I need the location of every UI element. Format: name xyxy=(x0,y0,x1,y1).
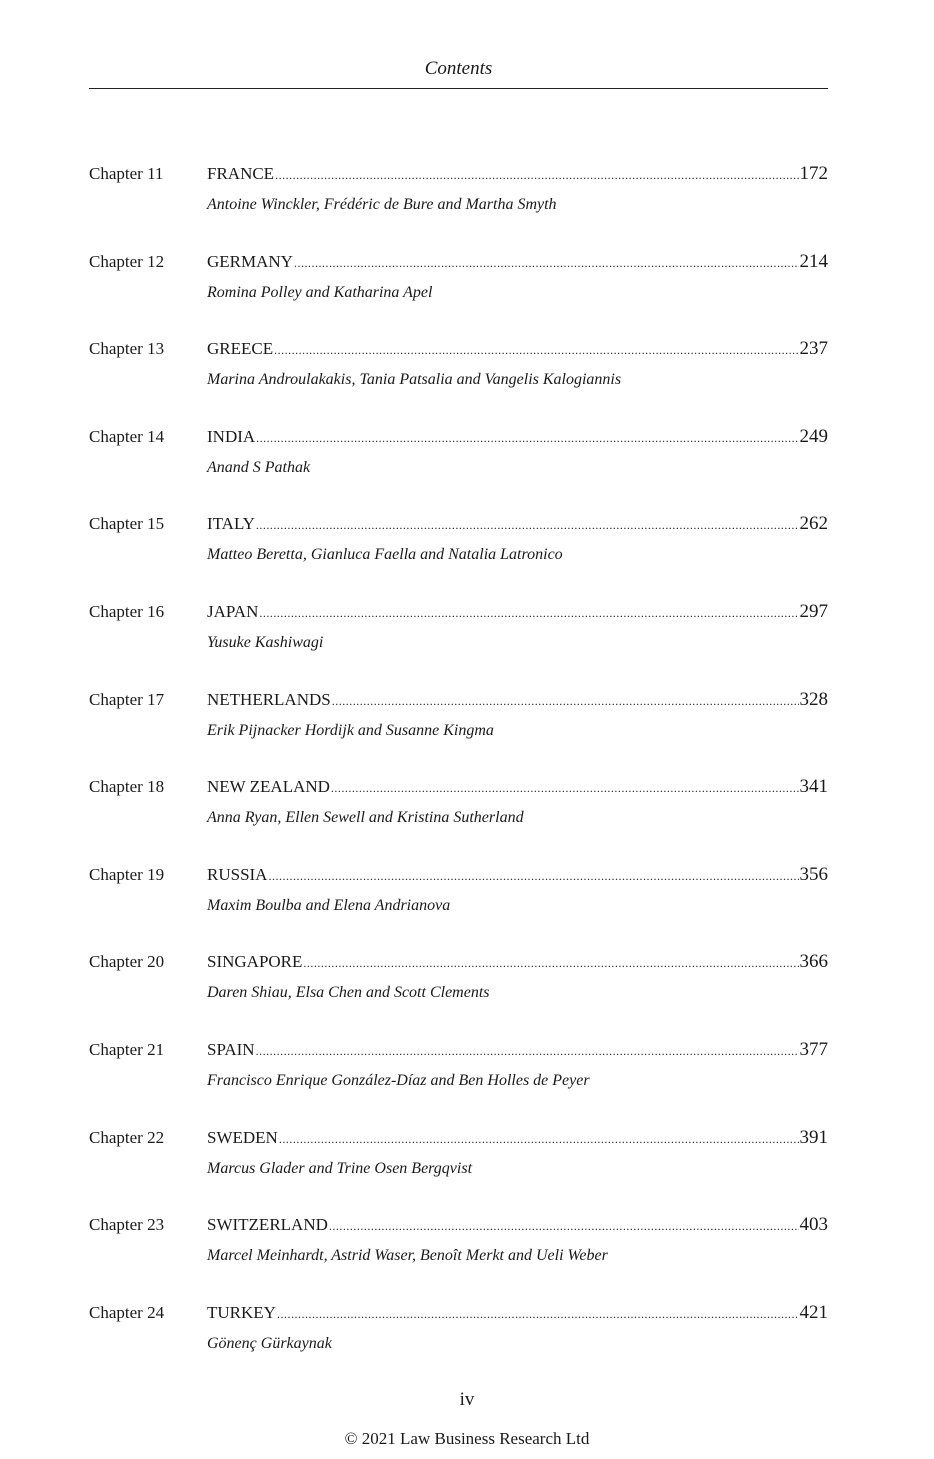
chapter-title[interactable]: SPAIN xyxy=(207,1039,255,1059)
table-of-contents xyxy=(89,160,828,1386)
toc-title-line[interactable] xyxy=(207,773,828,802)
dot-leader xyxy=(256,424,798,452)
chapter-title[interactable]: GREECE xyxy=(207,339,274,359)
dot-leader xyxy=(259,599,798,627)
copyright-notice: © 2021 Law Business Research Ltd xyxy=(344,1429,590,1448)
dot-leader xyxy=(256,1037,799,1065)
chapter-authors: Francisco Enrique González-Díaz and Ben Holles de Peyer xyxy=(207,1071,590,1089)
chapter-label: Chapter 14 xyxy=(89,426,165,446)
chapter-authors: Maxim Boulba and Elena Andrianova xyxy=(207,896,451,914)
chapter-title[interactable]: GERMANY xyxy=(207,251,293,271)
toc-title-line[interactable] xyxy=(207,948,828,977)
chapter-authors: Gönenç Gürkaynak xyxy=(207,1334,332,1352)
chapter-title[interactable]: FRANCE xyxy=(207,164,275,183)
toc-entry[interactable] xyxy=(89,1299,828,1387)
chapter-page-number[interactable]: 237 xyxy=(799,338,828,360)
toc-entry[interactable] xyxy=(89,335,828,423)
dot-leader xyxy=(294,249,799,277)
chapter-title[interactable]: NEW ZEALAND xyxy=(207,777,330,797)
chapter-title[interactable]: RUSSIA xyxy=(207,864,268,884)
chapter-title[interactable]: ITALY xyxy=(207,514,255,534)
toc-title-line[interactable] xyxy=(207,598,828,627)
chapter-page-number[interactable]: 377 xyxy=(799,1038,828,1060)
dot-leader xyxy=(274,336,798,364)
chapter-title[interactable]: SINGAPORE xyxy=(207,952,303,972)
chapter-authors: Yusuke Kashiwagi xyxy=(207,633,324,651)
toc-title-line[interactable] xyxy=(207,1036,828,1065)
chapter-label: Chapter 21 xyxy=(89,1039,165,1059)
header-rule xyxy=(89,88,828,89)
chapter-page-number[interactable]: 249 xyxy=(799,425,828,447)
chapter-label: Chapter 19 xyxy=(89,864,165,884)
chapter-page-number[interactable]: 403 xyxy=(799,1214,828,1236)
dot-leader xyxy=(331,774,799,802)
chapter-title[interactable]: JAPAN xyxy=(207,601,259,621)
chapter-title[interactable]: TURKEY xyxy=(207,1302,276,1322)
chapter-label: Chapter 22 xyxy=(89,1127,165,1147)
chapter-page-number[interactable]: 214 xyxy=(799,250,828,272)
chapter-authors: Daren Shiau, Elsa Chen and Scott Clements xyxy=(207,984,490,1002)
chapter-label: Chapter 23 xyxy=(89,1215,165,1235)
chapter-title[interactable]: SWEDEN xyxy=(207,1127,278,1147)
chapter-label: Chapter 12 xyxy=(89,251,165,271)
toc-entry[interactable] xyxy=(89,948,828,1036)
chapter-label: Chapter 18 xyxy=(89,777,165,797)
chapter-authors: Marina Androulakakis, Tania Patsalia and Vangelis Kalogiannis xyxy=(207,371,622,389)
dot-leader xyxy=(279,1125,799,1153)
chapter-authors: Romina Polley and Katharina Apel xyxy=(207,283,433,301)
chapter-authors: Marcel Meinhardt, Astrid Waser, Benoît Merkt and Ueli Weber xyxy=(207,1247,608,1265)
page-header-title: Contents xyxy=(424,58,493,79)
dot-leader xyxy=(256,511,799,539)
chapter-page-number[interactable]: 341 xyxy=(799,776,828,798)
dot-leader xyxy=(332,687,799,715)
toc-entry[interactable] xyxy=(89,1211,828,1299)
chapter-page-number[interactable]: 421 xyxy=(799,1301,828,1323)
toc-entry[interactable] xyxy=(89,598,828,686)
toc-title-line[interactable] xyxy=(207,1124,828,1153)
toc-entry[interactable] xyxy=(89,686,828,774)
toc-title-line[interactable] xyxy=(207,335,828,364)
toc-title-line[interactable] xyxy=(207,248,828,277)
chapter-title[interactable]: INDIA xyxy=(207,426,256,446)
toc-entry[interactable] xyxy=(89,423,828,511)
dot-leader xyxy=(329,1212,799,1240)
toc-title-line[interactable] xyxy=(207,510,828,539)
chapter-page-number[interactable]: 297 xyxy=(799,600,828,622)
chapter-page-number[interactable]: 366 xyxy=(799,951,828,973)
toc-entry[interactable] xyxy=(89,160,828,248)
chapter-page-number[interactable]: 328 xyxy=(799,688,828,710)
toc-title-line[interactable] xyxy=(207,1211,828,1240)
chapter-label: Chapter 17 xyxy=(89,689,165,709)
toc-entry[interactable] xyxy=(89,773,828,861)
chapter-page-number[interactable]: 172 xyxy=(799,163,828,184)
chapter-title[interactable]: SWITZERLAND xyxy=(207,1215,328,1235)
chapter-page-number[interactable]: 356 xyxy=(799,863,828,885)
chapter-authors: Erik Pijnacker Hordijk and Susanne Kingma xyxy=(207,721,494,739)
chapter-label: Chapter 20 xyxy=(89,952,165,972)
chapter-authors: Matteo Beretta, Gianluca Faella and Natalia Latronico xyxy=(207,546,563,564)
chapter-title[interactable]: NETHERLANDS xyxy=(207,689,331,709)
toc-entry[interactable] xyxy=(89,248,828,336)
chapter-label: Chapter 15 xyxy=(89,514,165,534)
toc-title-line[interactable] xyxy=(207,1299,828,1328)
chapter-page-number[interactable]: 391 xyxy=(799,1126,828,1148)
chapter-authors: Marcus Glader and Trine Osen Bergqvist xyxy=(207,1159,473,1177)
toc-title-line[interactable] xyxy=(207,160,828,189)
chapter-label: Chapter 16 xyxy=(89,601,165,621)
chapter-label: Chapter 24 xyxy=(89,1302,165,1322)
page-number: iv xyxy=(459,1389,475,1410)
toc-entry[interactable] xyxy=(89,1124,828,1212)
dot-leader xyxy=(268,862,798,890)
dot-leader xyxy=(277,1300,799,1328)
chapter-authors: Anand S Pathak xyxy=(207,458,311,476)
toc-title-line[interactable] xyxy=(207,686,828,715)
dot-leader xyxy=(303,949,798,977)
chapter-page-number[interactable]: 262 xyxy=(799,513,828,535)
toc-entry[interactable] xyxy=(89,1036,828,1124)
toc-title-line[interactable] xyxy=(207,861,828,890)
chapter-label: Chapter 11 xyxy=(89,164,164,183)
toc-entry[interactable] xyxy=(89,861,828,949)
toc-title-line[interactable] xyxy=(207,423,828,452)
chapter-authors: Antoine Winckler, Frédéric de Bure and Martha Smyth xyxy=(207,196,557,213)
dot-leader xyxy=(275,161,798,189)
toc-entry[interactable] xyxy=(89,510,828,598)
chapter-authors: Anna Ryan, Ellen Sewell and Kristina Sutherland xyxy=(207,809,524,827)
chapter-label: Chapter 13 xyxy=(89,339,165,359)
